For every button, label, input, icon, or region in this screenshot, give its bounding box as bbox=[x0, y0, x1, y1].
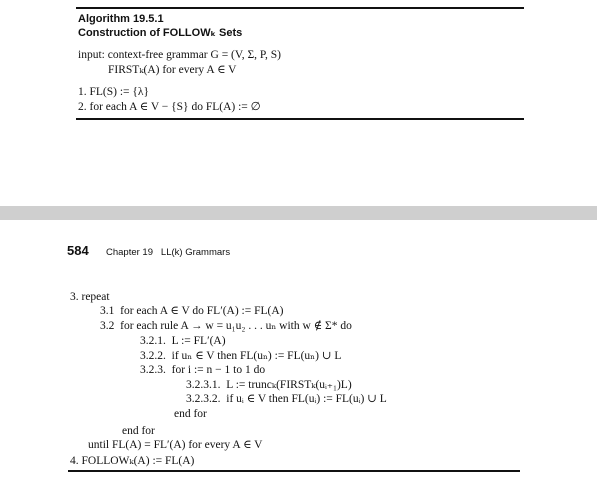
step-2: 2. for each A ∈ V − {S} do FL(A) := ∅ bbox=[78, 101, 261, 113]
input-line-1: input: context-free grammar G = (V, Σ, P, S) bbox=[78, 49, 281, 61]
algo-line: 3.2.3.2. if uᵢ ∈ V then FL(uᵢ) := FL(uᵢ) ∪ L bbox=[186, 393, 387, 405]
algorithm-bottom-rule bbox=[76, 118, 524, 120]
bottom-rule bbox=[68, 470, 520, 472]
algo-line: end for bbox=[174, 408, 207, 420]
algo-line: end for bbox=[122, 425, 155, 437]
top-rule bbox=[76, 7, 524, 9]
algo-line: 3. repeat bbox=[70, 291, 110, 303]
algo-line: until FL(A) = FL′(A) for every A ∈ V bbox=[88, 439, 263, 451]
algorithm-number: Algorithm 19.5.1 bbox=[78, 13, 164, 25]
page-gap bbox=[0, 206, 597, 220]
algo-line: 3.2.2. if uₙ ∈ V then FL(uₙ) := FL(uₙ) ∪ L bbox=[140, 350, 342, 362]
algo-line: 3.2.3.1. L := truncₖ(FIRSTₖ(uᵢ₊₁)L) bbox=[186, 379, 352, 391]
page-number: 584 bbox=[67, 243, 89, 258]
algo-line: 4. FOLLOWₖ(A) := FL(A) bbox=[70, 455, 195, 467]
algo-line: 3.2.1. L := FL′(A) bbox=[140, 335, 226, 347]
input-line-2: FIRSTₖ(A) for every A ∈ V bbox=[108, 64, 237, 76]
running-head: Chapter 19 LL(k) Grammars bbox=[106, 247, 231, 258]
algo-line: 3.2.3. for i := n − 1 to 1 do bbox=[140, 364, 266, 376]
algo-line: 3.1 for each A ∈ V do FL′(A) := FL(A) bbox=[100, 305, 284, 317]
step-1: 1. FL(S) := {λ} bbox=[78, 86, 150, 98]
algorithm-title: Construction of FOLLOWₖ Sets bbox=[78, 27, 243, 39]
algo-line: 3.2 for each rule A → w = u₁u₂ . . . uₙ with w ∉ Σ* do bbox=[100, 320, 352, 332]
